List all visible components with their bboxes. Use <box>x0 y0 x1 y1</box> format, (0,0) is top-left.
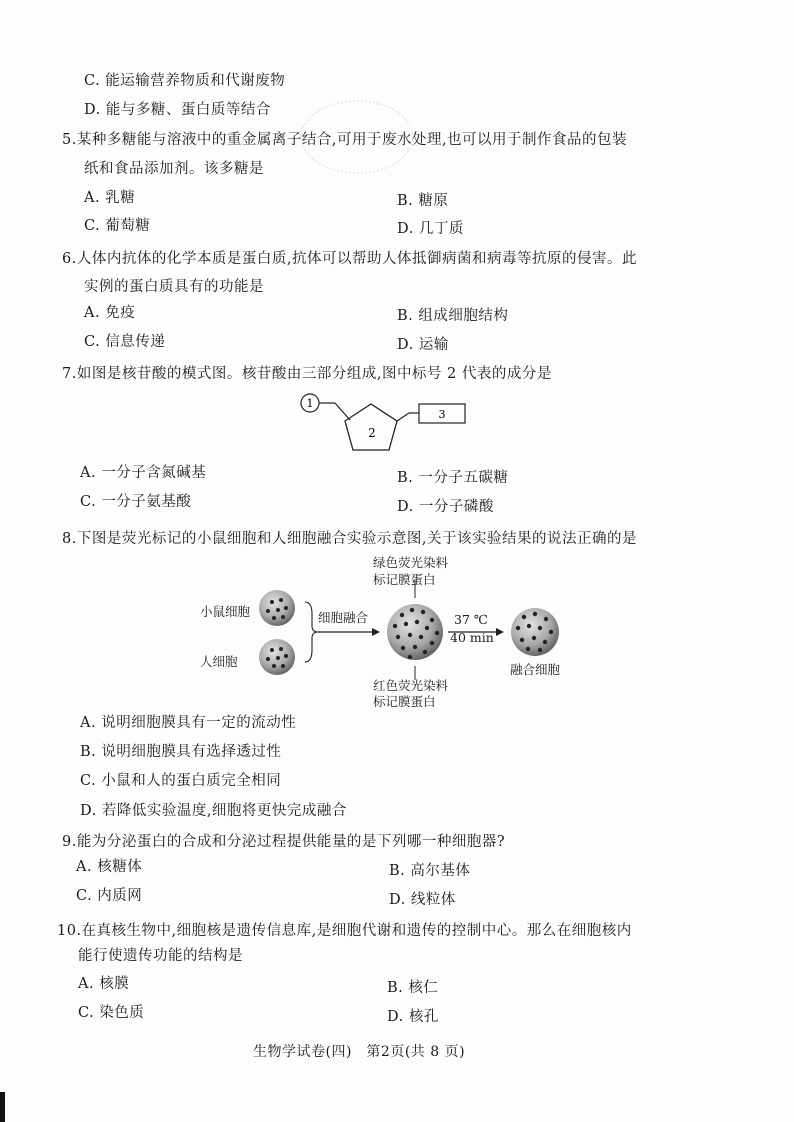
q10-option-a[interactable]: A. 核膜 <box>78 976 130 992</box>
red-dye-label-1: 红色荧光染料 <box>373 678 449 693</box>
q4-option-c[interactable]: C. 能运输营养物质和代谢废物 <box>84 73 286 89</box>
q5-stem-line2: 纸和食品添加剂。该多糖是 <box>84 161 264 177</box>
green-dye-label-1: 绿色荧光染料 <box>373 555 449 570</box>
q10-option-d[interactable]: D. 核孔 <box>387 1009 439 1025</box>
page-footer: 生物学试卷(四) 第2页(共 8 页) <box>253 1044 466 1060</box>
q10-stem-line1: 10.在真核生物中,细胞核是遗传信息库,是细胞代谢和遗传的控制中心。那么在细胞核内 <box>57 923 632 939</box>
hybrid-cell <box>387 604 443 660</box>
q5-option-b[interactable]: B. 糖原 <box>397 193 449 209</box>
q8-option-b[interactable]: B. 说明细胞膜具有选择透过性 <box>80 744 282 760</box>
q9-option-b[interactable]: B. 高尔基体 <box>389 863 471 879</box>
green-dye-label-2: 标记膜蛋白 <box>373 572 436 587</box>
q8-option-c[interactable]: C. 小鼠和人的蛋白质完全相同 <box>80 773 282 789</box>
diagram-label-2: 2 <box>368 426 376 440</box>
q7-option-c[interactable]: C. 一分子氨基酸 <box>80 494 192 510</box>
nucleotide-diagram <box>295 390 475 460</box>
cell-fusion-diagram <box>250 580 570 690</box>
q8-option-d[interactable]: D. 若降低实验温度,细胞将更快完成融合 <box>80 803 347 819</box>
q7-option-b[interactable]: B. 一分子五碳糖 <box>397 470 509 486</box>
q6-option-b[interactable]: B. 组成细胞结构 <box>397 308 509 324</box>
q8-option-a[interactable]: A. 说明细胞膜具有一定的流动性 <box>80 715 297 731</box>
time-label: 40 min <box>450 630 494 645</box>
q6-option-c[interactable]: C. 信息传递 <box>84 334 166 350</box>
q10-option-b[interactable]: B. 核仁 <box>387 980 439 996</box>
q9-option-a[interactable]: A. 核糖体 <box>76 859 143 875</box>
mouse-cell <box>259 590 295 626</box>
q8-stem: 8.下图是荧光标记的小鼠细胞和人细胞融合实验示意图,关于该实验结果的说法正确的是 <box>62 531 637 547</box>
red-dye-label-2: 标记膜蛋白 <box>373 694 436 709</box>
q6-option-d[interactable]: D. 运输 <box>397 337 449 353</box>
q9-option-d[interactable]: D. 线粒体 <box>389 892 456 908</box>
q6-stem-line1: 6.人体内抗体的化学本质是蛋白质,抗体可以帮助人体抵御病菌和病毒等抗原的侵害。此 <box>62 251 637 267</box>
q5-stem-line1: 5.某种多糖能与溶液中的重金属离子结合,可用于废水处理,也可以用于制作食品的包装 <box>62 132 628 148</box>
q9-option-c[interactable]: C. 内质网 <box>76 888 143 904</box>
q6-stem-line2: 实例的蛋白质具有的功能是 <box>84 279 264 295</box>
q10-stem-line2: 能行使遗传功能的结构是 <box>78 948 243 964</box>
fusion-arrow-label: 细胞融合 <box>318 610 369 625</box>
diagram-label-3: 3 <box>438 408 446 421</box>
q7-stem: 7.如图是核苷酸的模式图。核苷酸由三部分组成,图中标号 2 代表的成分是 <box>62 366 552 382</box>
q5-option-c[interactable]: C. 葡萄糖 <box>84 218 151 234</box>
q9-stem: 9.能为分泌蛋白的合成和分泌过程提供能量的是下列哪一种细胞器? <box>62 834 506 850</box>
q5-option-d[interactable]: D. 几丁质 <box>397 221 464 237</box>
temperature-label: 37 ℃ <box>454 612 488 627</box>
scan-edge-mark <box>0 1092 5 1122</box>
q10-option-c[interactable]: C. 染色质 <box>78 1005 145 1021</box>
human-cell <box>259 639 295 675</box>
q6-option-a[interactable]: A. 免疫 <box>84 305 136 321</box>
human-cell-label: 人细胞 <box>200 654 238 669</box>
q4-option-d[interactable]: D. 能与多糖、蛋白质等结合 <box>84 102 271 118</box>
q5-option-a[interactable]: A. 乳糖 <box>84 190 136 206</box>
q7-option-d[interactable]: D. 一分子磷酸 <box>397 499 494 515</box>
q7-option-a[interactable]: A. 一分子含氮碱基 <box>80 465 207 481</box>
mouse-cell-label: 小鼠细胞 <box>200 604 251 619</box>
fused-cell <box>511 608 559 656</box>
diagram-label-1: 1 <box>306 397 314 410</box>
fused-cell-label: 融合细胞 <box>510 662 561 677</box>
